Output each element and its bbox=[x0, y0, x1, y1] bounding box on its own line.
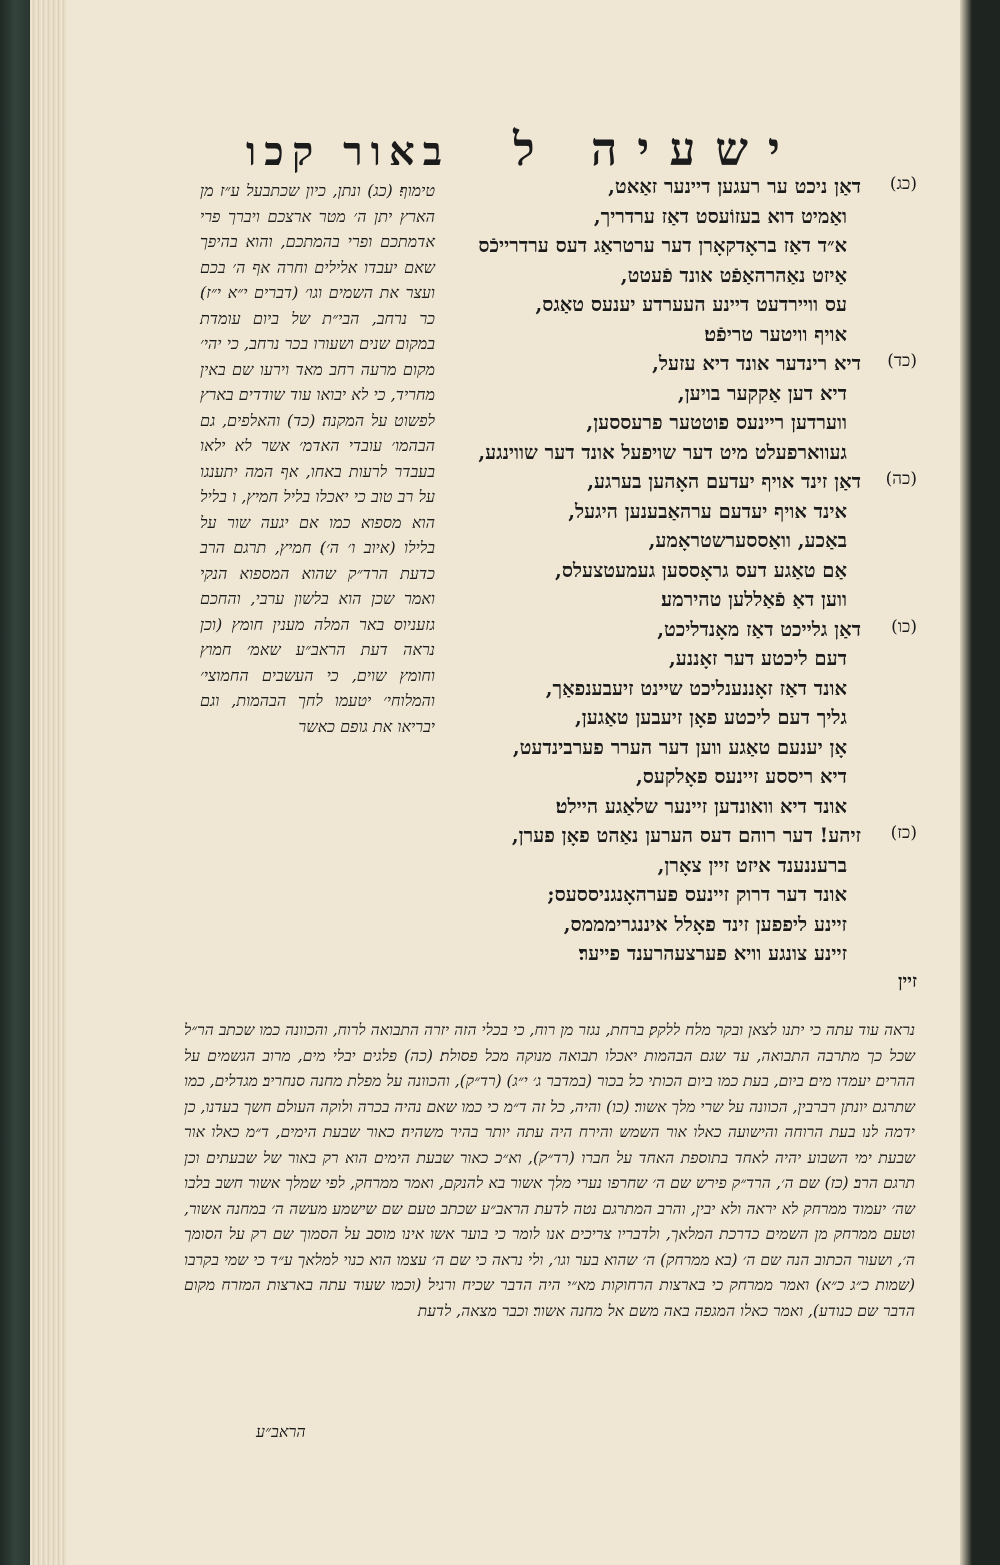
commentary-title: באור קכו bbox=[246, 128, 450, 175]
verse-line: אויף וויטער טריפֿט׃ bbox=[704, 322, 847, 346]
verse-line: דיא ריססע זיינעס פאָלקעס, bbox=[635, 765, 847, 788]
verse-line: דאַן זינד אויף יעדעם האָהען בערגע, bbox=[587, 470, 861, 493]
closing-word: הראב״ע bbox=[256, 1422, 306, 1441]
book-page bbox=[66, 0, 960, 1565]
verse-25 bbox=[397, 467, 917, 615]
verse-line: א״ד דאַז בראָדקאָרן דער ערטראַג דעס ערדרייכֿס bbox=[478, 234, 847, 257]
book-binding bbox=[0, 0, 30, 1565]
verse-line: אונד דאַז זאָננענליכט שיינט זיעבענפאַך, bbox=[545, 676, 847, 700]
verse-number: (כז) bbox=[890, 823, 917, 843]
verse-line: זיהע! דער רוהם דעס הערען נאַהט פאָן פערן, bbox=[511, 824, 861, 847]
verse-line: אונד דיא וואונדען זיינער שלאַגע היילט׃ bbox=[555, 794, 847, 818]
verse-line: געווארפעלט מיט דער שויפעל אונד דער שווינגע, bbox=[478, 440, 847, 464]
verse-line: אַיזט נאַהרהאַפֿט אונד פֿעטט, bbox=[620, 263, 847, 287]
page-title: ישעיה ל bbox=[513, 122, 800, 176]
verse-line: דעם ליכטע דער זאָננע, bbox=[669, 647, 847, 670]
verse-line: גליך דעם ליכטע פאָן זיעבען טאַגען, bbox=[575, 706, 847, 729]
catchword: זיין bbox=[897, 970, 917, 992]
verse-line: אונד דער דרוק זיינעס פערהאָנגניססעס; bbox=[547, 883, 847, 906]
verse-number: (כג) bbox=[889, 174, 917, 194]
verse-line: עס וויירדעט דיינע העערדע יענעס טאַגס, bbox=[535, 293, 847, 316]
verse-26 bbox=[397, 615, 917, 822]
verse-line: דאַן ניכט ער רעגען דיינער זאַאט, bbox=[608, 175, 861, 198]
verse-line: דאַן גלייכט דאַז מאָנדליכט, bbox=[657, 617, 861, 641]
verse-line: באַכע, וואַססערשטראָמע, bbox=[648, 529, 847, 552]
verse-23 bbox=[397, 172, 917, 349]
verse-line: ואַמיט דוא בעזוֹעסט דאַז ערדריך, bbox=[593, 204, 847, 228]
verse-number: (כה) bbox=[885, 469, 917, 489]
verse-24 bbox=[397, 349, 917, 467]
page-edges bbox=[30, 0, 66, 1565]
verse-line: זיינע ליפפען זינד פאָלל איננגרימממס, bbox=[563, 912, 847, 936]
commentary-column: טימוף׃ (כג) ונתן, כיון שכתבעל ע״ז מן הארץ יתן ה׳ מטר ארצכם ויברך פרי אדמתכם ופרי בהמתכם, והוא בהיפך שאם יעבדו אלילים וחרה אף ה׳ בכם ועצר את השמים וגו׳ (דברים י״א י״ז)׃ כר נרחב, הבי״ת של ביום עומדת במקום שנים ושעורו בכר נרחב, כי יהי׳ מקום מרעה רחב מאד וירעו שם באין מחריד, כי לא יבואו עוד שודדים בארץ לפשוט על המקנה׃ (כד) והאלפים, גם הבהמו׳ עובדי האדמ׳ אשר לא ילאו בעבדר לרעות באחו, אף המה יתענגו על רב טוב כי יאכלו בליל חמיץ, ו בליל הוא מספוא כמו אם יגעה שור על בלילו (איוב ו׳ ה׳)׃ חמיץ, תרגם הרב כדעת הרד״ק שהוא המספוא הנקי ואמר שכן הוא בלשון ערבי, והחכם גזעניוס באר המלה מענין חומץ (וכן נראה דעת הראב״ע שאמ׳ חמוץ וחומץ שוים, כי העשבים החמוצי׳ והמלוחי׳ יטעמו לחך הבהמות, וגם יבריאו את גופם כאשר bbox=[200, 181, 435, 736]
commentary-footer: נראה עוד עתה כי יתנו לצאן ובקר מלח ללקק׃ ברחת, נגזר מן רוח, כי בכלי הזה יזרה התבואה לרוח, והכוונה כמו שכתב הר״ל שכל כך מתרבה התבואה, עד שגם הבהמות יאכלו תבואה מנוקה מכל פסולת׃ (כה) פלגים יבלי מים, מרוב הגשמים על ההרים יעמדו מים׃ ביום, בעת כמו ביום הכותי כל בכור (במדבר ג׳ י״ג) (רד״ק), והכוונה על מפלת מחנה סנחריב׃ מגדלים, כמו שתרגם יונתן רברבין, הכוונה על שרי מלך אשור׃ (כו) והיה, כל זה ד״מ כי כמו שאם נהיה בכרה ולוקה העולם חשך בעדנו, כן ידמה לנו בעת הרוחה והישועה כאלו אור השמש והירח היה עתה יותר בהיר משהיה׃ כאור שבעת הימים, ד״מ כאלו אור שבעת ימי השבוע יהיה לאחד בתוספת האחד על חברו (רד״ק), וא״כ כאור שבעת הימים הוא רק באור של שבעתים וכן תרגם הרב׃ (כז) שם ה׳, הרד״ק פירש שם ה׳ שחרפו נערי מלך אשור בא להנקם, ואמר ממרחק, לפי שמלך אשור חשב בלבו שה׳ יעמוד ממרחק לא יראה ולא יבין, והרב המתרגם נטה לדעת הראב״ע שכתב טעם שם שישמע מעשה ה׳ במחנה אשור, וטעם ממרחק מן השמים כדרכת המלאך, ולדבריו צריכים אנו לומר כי בוער אשו אינו מוסב על הסמוך שם רק על הסומך ה׳, ושעור הכתוב הנה שם ה׳ (בא ממרחק) ה׳ שהוא בער וגו׳, ולי נראה כי שם ה׳ עצמו הוא כנוי למלאך ע״ד כי שמי בקרבו (שמות כ״ג כ״א) ואמר ממרחק כי בארצות הרחוקות מא״י היה הדבר שכיח ורגיל (וכמו שעוד עתה בארצות המזרח מקום הדבר שם כנודע), ואמר כאלו המגפה באה משם אל מחנה אשור׃ וכבר מצאה, לדעת bbox=[184, 1021, 915, 1320]
right-page-edge bbox=[960, 0, 1000, 1565]
verse-line: ווען דאַ פֿאַללען טהירמע׃ bbox=[661, 588, 847, 611]
verse-line: ברעננענד איזט זיין צאָרן, bbox=[657, 853, 847, 877]
verse-line: אָן יענעם טאַגע ווען דער הערר פערבינדעט, bbox=[512, 735, 847, 759]
verse-number: (כו) bbox=[891, 616, 917, 637]
verse-line: דיא רינדער אונד דיא עזעל, bbox=[652, 352, 861, 375]
verse-line: אינד אויף יעדעם ערהאַבענען היגעל, bbox=[568, 499, 847, 523]
verse-column bbox=[397, 172, 917, 992]
verse-number: (כד) bbox=[887, 351, 917, 371]
verse-27 bbox=[397, 821, 917, 969]
verse-line: דיא דען אַקקער בויען, bbox=[677, 381, 847, 405]
verse-line: ווערדען ריינעס פוטטער פרעססען, bbox=[586, 411, 847, 434]
verse-line: אַם טאַגע דעס גראָססען געמעטצעלס, bbox=[555, 558, 847, 582]
verse-line: זיינע צונגע וויא פערצעהרענד פייער׃ bbox=[578, 942, 847, 965]
